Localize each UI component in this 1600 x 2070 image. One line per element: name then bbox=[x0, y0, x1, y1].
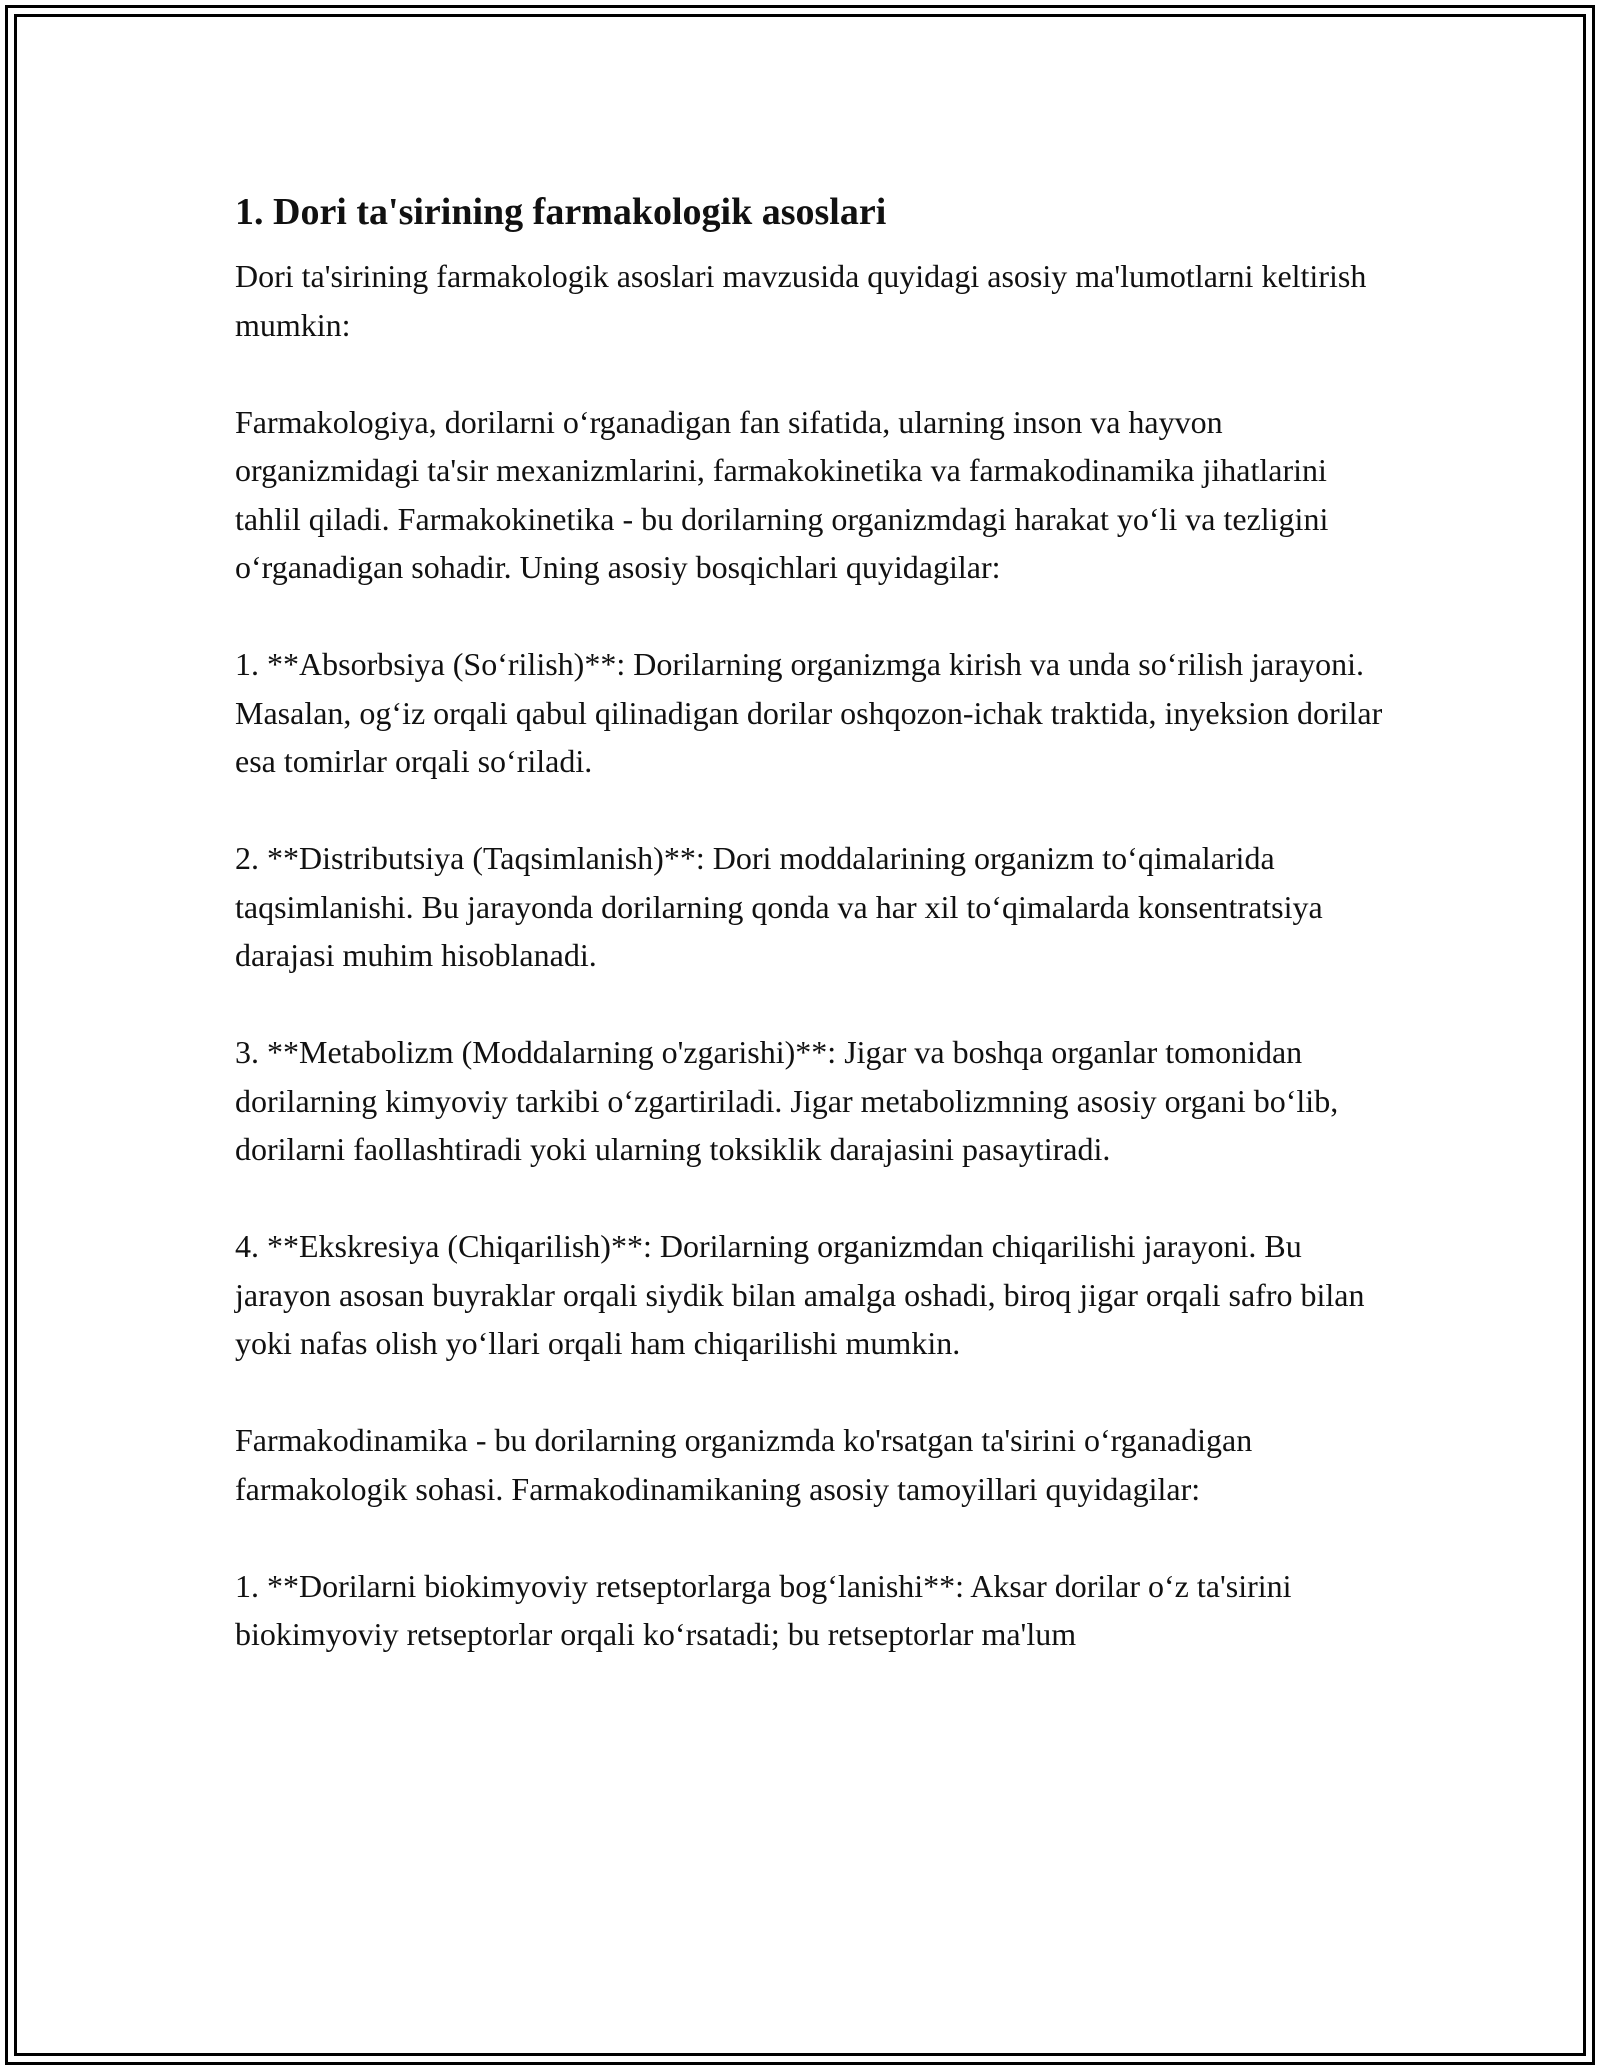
list-item-absorbsiya: 1. **Absorbsiya (So‘rilish)**: Dorilarning organizmga kirish va unda so‘rilish jarayoni. Masalan, og‘iz orqali qabul qilinadigan dorilar oshqozon-ichak traktida, inyeksion dorilar esa tomirlar orqali so‘riladi. bbox=[235, 646, 1383, 779]
list-item-retseptor: 1. **Dorilarni biokimyoviy retseptorlarga bog‘lanishi**: Aksar dorilar o‘z ta'sirini biokimyoviy retseptorlar orqali ko‘rsatadi; bu retseptorlar ma'lum bbox=[235, 1567, 1292, 1652]
paragraph-farmakodinamika: Farmakodinamika - bu dorilarning organizmda ko'rsatgan ta'sirini o‘rganadigan farmakologik sohasi. Farmakodinamikaning asosiy tamoyillari quyidagilar: bbox=[235, 1422, 1253, 1507]
paragraph-intro: Dori ta'sirining farmakologik asoslari mavzusida quyidagi asosiy ma'lumotlarni keltirish mumkin: bbox=[235, 258, 1367, 343]
list-item-distributsiya: 2. **Distributsiya (Taqsimlanish)**: Dori moddalarining organizm to‘qimalarida taqsimlanishi. Bu jarayonda dorilarning qonda va har xil to‘qimalarda konsentratsiya darajasi muhim hisoblanadi. bbox=[235, 840, 1323, 973]
section-heading: 1. Dori ta'sirining farmakologik asoslari bbox=[235, 191, 887, 233]
list-item-ekskresiya: 4. **Ekskresiya (Chiqarilish)**: Dorilarning organizmdan chiqarilishi jarayoni. Bu jarayon asosan buyraklar orqali siydik bilan amalga oshadi, biroq jigar orqali safro bilan yoki nafas olish yo‘llari orqali ham chiqarilishi mumkin. bbox=[235, 1228, 1365, 1361]
list-item-metabolizm: 3. **Metabolizm (Moddalarning o'zgarishi)**: Jigar va boshqa organlar tomonidan dorilarning kimyoviy tarkibi o‘zgartiriladi. Jigar metabolizmning asosiy organi bo‘lib, dorilarni faollashtiradi yoki ularning toksiklik darajasini pasaytiradi. bbox=[235, 1034, 1339, 1167]
document-body bbox=[235, 188, 1385, 1707]
paragraph-farmakologiya: Farmakologiya, dorilarni o‘rganadigan fan sifatida, ularning inson va hayvon organizmidagi ta'sir mexanizmlarini, farmakokinetika va farmakodinamika jihatlarini tahlil qiladi. Farmakokinetika - bu dorilarning organizmdagi harakat yo‘li va tezligini o‘rganadigan sohadir. Uning asosiy bosqichlari quyidagilar: bbox=[235, 403, 1329, 585]
